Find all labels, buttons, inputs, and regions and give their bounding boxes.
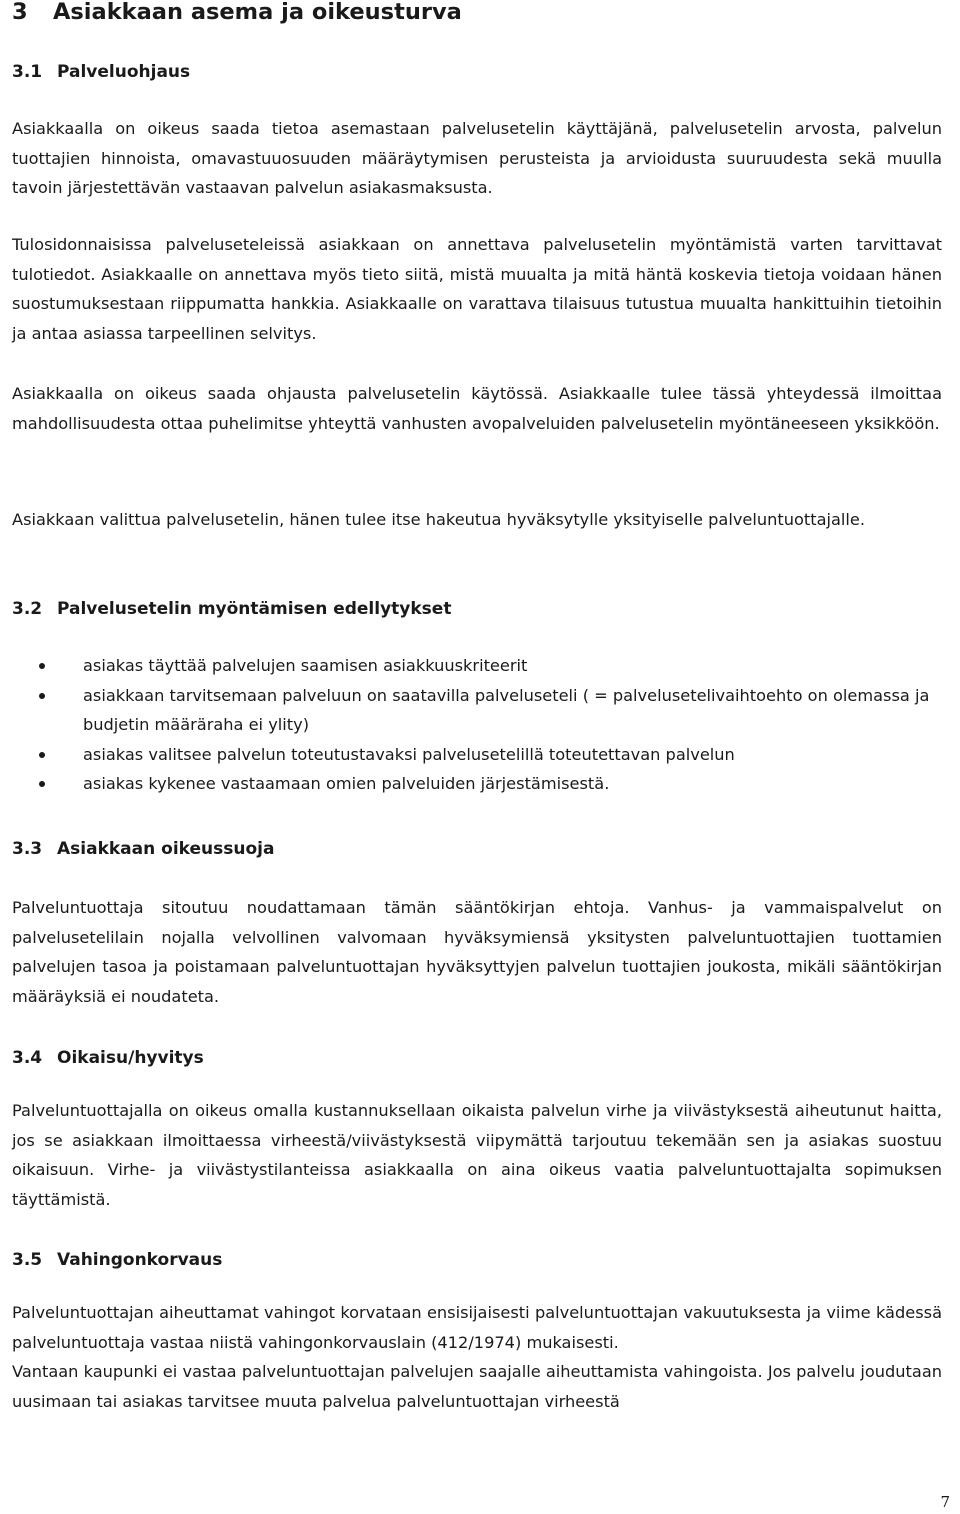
section-title: Oikaisu/hyvitys	[57, 1048, 204, 1068]
list-item-text: asiakas täyttää palvelujen saamisen asiakkuuskriteerit	[83, 656, 528, 675]
bullet-icon	[39, 693, 45, 699]
paragraph-oikeussuoja: Palveluntuottaja sitoutuu noudattamaan tämän sääntökirjan ehtoja. Vanhus- ja vammaispalvelut on palvelusetelilain nojalla velvollinen valvomaan hyväksymiensä yksitysten palveluntuottajien tuottamien palvelujen tasoa ja poistamaan palveluntuottajan hyväksyttyjen palvelun tuottajien joukosta, mikäli sääntökirjan määräyksiä ei noudateta.	[12, 898, 942, 1006]
list-item	[12, 740, 942, 770]
section-heading-3-1	[12, 60, 190, 84]
section-number: 3.2	[12, 599, 43, 619]
list-item-text: asiakkaan tarvitsemaan palveluun on saatavilla palveluseteli ( = palvelusetelivaihtoehto on olemassa ja budjetin määräraha ei ylity)	[83, 685, 930, 734]
bullet-icon	[39, 752, 45, 758]
chapter-heading	[12, 0, 462, 26]
list-item-text: asiakas kykenee vastaamaan omien palveluiden järjestämisestä.	[83, 774, 610, 793]
requirements-list	[12, 651, 942, 799]
section-heading-3-2	[12, 597, 451, 621]
bullet-icon	[39, 781, 45, 787]
section-number: 3.1	[12, 62, 43, 82]
list-item	[12, 651, 942, 681]
paragraph-vahingonkorvaus-2: Vantaan kaupunki ei vastaa palveluntuottajan palvelujen saajalle aiheuttamista vahingoista. Jos palvelu joudutaan uusimaan tai asiakas tarvitsee muuta palvelua palveluntuottajan virheestä	[12, 1362, 942, 1411]
list-item	[12, 681, 942, 740]
list-item	[12, 769, 942, 799]
section-number: 3.3	[12, 839, 43, 859]
section-heading-3-3	[12, 837, 274, 861]
list-item-text: asiakas valitsee palvelun toteutustavaksi palvelusetelillä toteutettavan palvelun	[83, 744, 735, 764]
paragraph-palveluohjaus-3: Asiakkaalla on oikeus saada ohjausta palvelusetelin käytössä. Asiakkaalle tulee tässä yhteydessä ilmoittaa mahdollisuudesta ottaa puhelimitse yhteyttä vanhusten avopalveluiden palvelusetelin myöntäneeseen yksikköön.	[12, 384, 942, 433]
paragraph-palveluohjaus-2: Tulosidonnaisissa palveluseteleissä asiakkaan on annettava palvelusetelin myöntämistä varten tarvittavat tulotiedot. Asiakkaalle on annettava myös tieto siitä, mistä muualta ja mitä häntä koskevia tietoja voidaan hänen suostumuksestaan riippumatta hankkia. Asiakkaalle on varattava tilaisuus tutustua muualta hankittuihin tietoihin ja antaa asiassa tarpeellinen selvitys.	[12, 235, 942, 343]
chapter-number: 3	[12, 0, 28, 25]
paragraph-oikaisu: Palveluntuottajalla on oikeus omalla kustannuksellaan oikaista palvelun virhe ja viivästyksestä aiheutunut haitta, jos se asiakkaan ilmoittaessa virheestä/viivästyksestä viipymättä tarjoutuu tekemään sen ja asiakas suostuu oikaisuun. Virhe- ja viivästystilanteissa asiakkaalla on aina oikeus vaatia palveluntuottajalta sopimuksen täyttämistä.	[12, 1101, 942, 1209]
section-title: Palvelusetelin myöntämisen edellytykset	[57, 599, 452, 619]
chapter-title: Asiakkaan asema ja oikeusturva	[53, 0, 462, 25]
section-title: Vahingonkorvaus	[57, 1250, 223, 1270]
paragraph-vahingonkorvaus-1: Palveluntuottajan aiheuttamat vahingot korvataan ensisijaisesti palveluntuottajan vakuutuksesta ja viime kädessä palveluntuottaja vastaa niistä vahingonkorvauslain (412/1974) mukaisesti.	[12, 1303, 942, 1352]
section-heading-3-5	[12, 1248, 222, 1272]
section-number: 3.5	[12, 1250, 43, 1270]
paragraph-palveluohjaus-1: Asiakkaalla on oikeus saada tietoa asemastaan palvelusetelin käyttäjänä, palvelusetelin arvosta, palvelun tuottajien hinnoista, omavastuuosuuden määräytymisen perusteista ja arvioidusta suuruudesta sekä muulla tavoin järjestettävän vastaavan palvelun asiakasmaksusta.	[12, 119, 942, 197]
page-number: 7	[940, 1493, 950, 1511]
section-title: Asiakkaan oikeussuoja	[57, 839, 275, 859]
section-heading-3-4	[12, 1046, 204, 1070]
section-title: Palveluohjaus	[57, 62, 191, 82]
bullet-icon	[39, 663, 45, 669]
paragraph-palveluohjaus-4: Asiakkaan valittua palvelusetelin, hänen tulee itse hakeutua hyväksytylle yksityiselle palveluntuottajalle.	[12, 510, 866, 529]
section-number: 3.4	[12, 1048, 43, 1068]
